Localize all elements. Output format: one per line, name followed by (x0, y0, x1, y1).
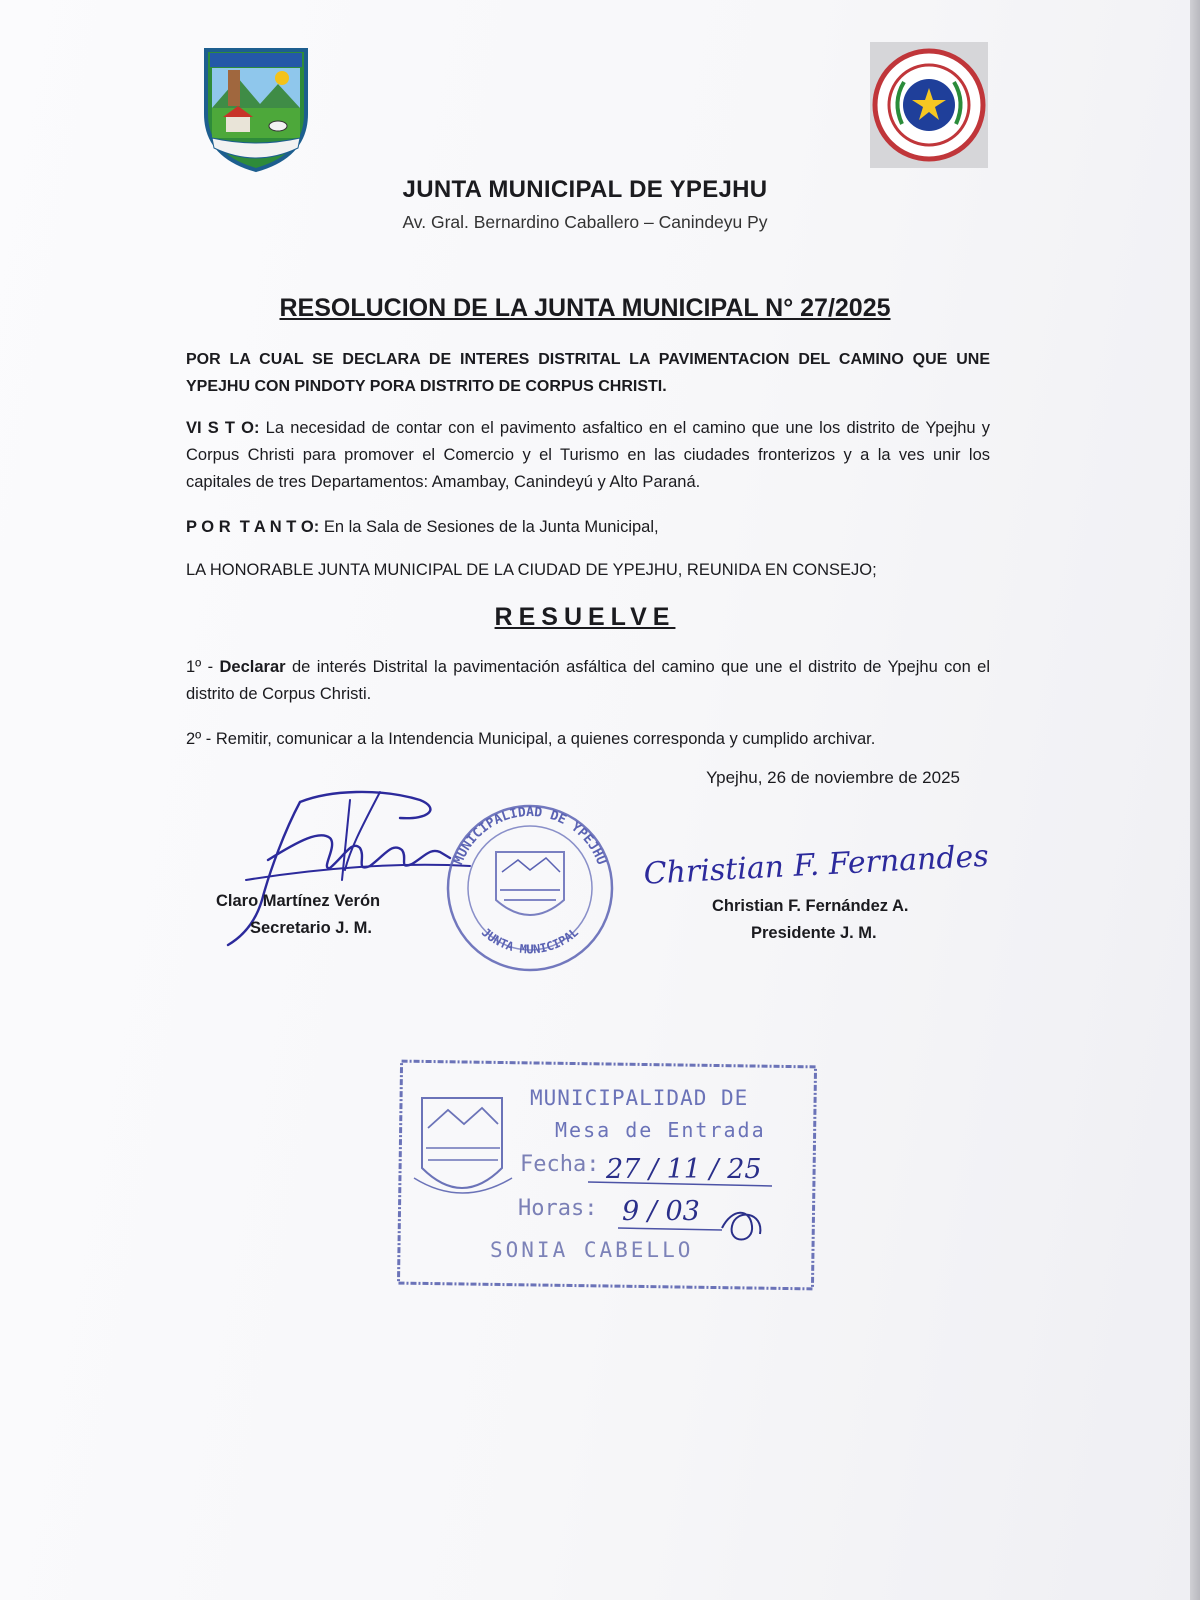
paraguay-seal-icon (870, 42, 988, 168)
council-name: JUNTA MUNICIPAL DE YPEJHU (402, 176, 768, 203)
resuelve-heading: RESUELVE (494, 603, 676, 631)
entry-stamp-subheader: Mesa de Entrada (555, 1118, 766, 1142)
entry-stamp-emblem-icon (414, 1098, 512, 1193)
resolution-title: RESOLUCION DE LA JUNTA MUNICIPAL N° 27/2025 (279, 294, 891, 322)
entry-stamp-header: MUNICIPALIDAD DE (530, 1086, 749, 1110)
municipal-coat-of-arms-icon (198, 44, 314, 174)
secretary-title: Secretario J. M. (250, 919, 372, 937)
resolution-item (186, 726, 990, 753)
resolution-item (186, 654, 990, 708)
president-handwritten-signature: Christian F. Fernandes (642, 838, 990, 892)
entry-stamp-horas-value: 9 / 03 (622, 1196, 700, 1227)
page-edge-shadow (1190, 0, 1200, 1600)
entry-stamp-receiver-name: SONIA CABELLO (490, 1238, 694, 1262)
por-tanto-label: P O R T A N T O: (186, 518, 320, 536)
item-text: de interés Distrital la pavimentación asfáltica del camino que une el distrito de Ypejhu con el distrito de Corpus Christi. (186, 658, 990, 703)
secretary-name: Claro Martínez Verón (216, 892, 381, 910)
president-title: Presidente J. M. (751, 924, 877, 942)
president-name: Christian F. Fernández A. (712, 897, 909, 915)
visto-text: La necesidad de contar con el pavimento asfaltico en el camino que une los distrito de Ypejhu y Corpus Christi para promover el Comercio y el Turismo en las ciudades fronterizos y a la ves unir los capitales de tres Departamentos: Amambay, Canindeyú y Alto Paraná. (186, 419, 991, 491)
honorable-junta-line: LA HONORABLE JUNTA MUNICIPAL DE LA CIUDAD DE YPEJHU, REUNIDA EN CONSEJO; (186, 561, 877, 579)
round-stamp-bottom-text: JUNTA MUNICIPAL (478, 925, 582, 957)
president-signature (643, 839, 990, 892)
visto-label: VI S T O: (186, 419, 260, 437)
item-verb: Declarar (219, 658, 286, 676)
item-number: 2º - (186, 730, 216, 748)
visto-paragraph (186, 415, 990, 496)
date-line: Ypejhu, 26 de noviembre de 2025 (706, 768, 960, 787)
round-stamp-top-text: MUNICIPALIDAD DE YPEJHU (451, 805, 609, 867)
round-municipal-stamp (448, 805, 612, 970)
item-text: Remitir, comunicar a la Intendencia Municipal, a quienes corresponda y cumplido archivar. (215, 730, 876, 748)
council-address: Av. Gral. Bernardino Caballero – Canindeyu Py (402, 212, 768, 232)
item-number: 1º - (186, 658, 220, 676)
por-tanto-text: En la Sala de Sesiones de la Junta Municipal, (319, 518, 659, 536)
entry-stamp-horas-label: Horas: (518, 1196, 598, 1221)
entry-stamp-fecha-value: 27 / 11 / 25 (606, 1154, 762, 1185)
resolution-subject: POR LA CUAL SE DECLARA DE INTERES DISTRITAL LA PAVIMENTACION DEL CAMINO QUE UNE YPEJHU CON PINDOTY PORA DISTRITO DE CORPUS CHRISTI. (186, 351, 990, 395)
por-tanto-paragraph (186, 514, 990, 541)
entry-stamp-fecha-label: Fecha: (520, 1152, 600, 1177)
